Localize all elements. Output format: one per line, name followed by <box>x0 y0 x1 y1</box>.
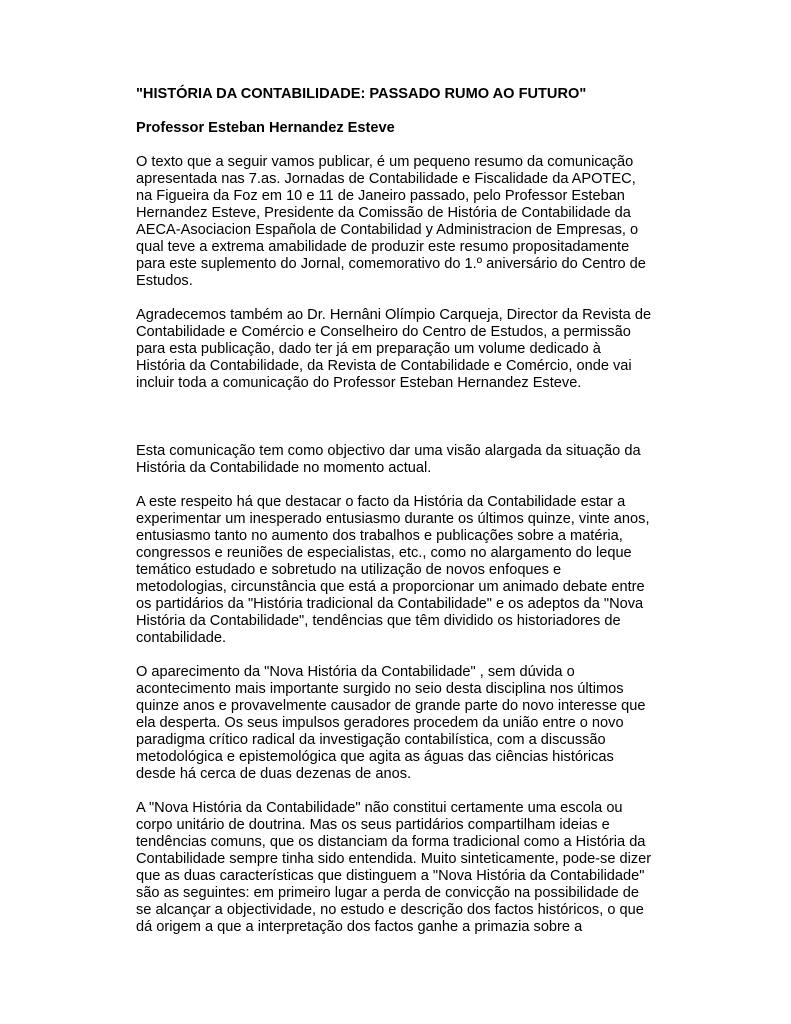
document-author: Professor Esteban Hernandez Esteve <box>136 120 395 136</box>
paragraph-objective <box>136 443 666 477</box>
text-line: apresentada nas 7.as. Jornadas de Contabilidade e Fiscalidade da APOTEC, <box>136 171 636 187</box>
text-line: A este respeito há que destacar o facto da História da Contabilidade estar a <box>136 494 626 510</box>
text-line: são as seguintes: em primeiro lugar a perda de convicção na possibilidade de <box>136 885 639 901</box>
text-line: contabilidade. <box>136 630 227 646</box>
text-line: metodologias, circunstância que está a proporcionar um animado debate entre <box>136 579 645 595</box>
text-line: História da Contabilidade", tendências que têm dividido os historiadores de <box>136 613 621 629</box>
text-line: quinze anos e provavelmente causador de grande parte do novo interesse que <box>136 698 646 714</box>
text-line: O aparecimento da "Nova História da Contabilidade" , sem dúvida o <box>136 664 575 680</box>
text-line: Estudos. <box>136 273 193 289</box>
text-line: desde há cerca de duas dezenas de anos. <box>136 766 412 782</box>
paragraph-acknowledgement <box>136 307 666 392</box>
text-line: dá origem a que a interpretação dos factos ganhe a primazia sobre a <box>136 919 583 935</box>
text-line: Hernandez Esteve, Presidente da Comissão de História de Contabilidade da <box>136 205 631 221</box>
paragraph-new-history <box>136 664 666 783</box>
text-line: qual teve a extrema amabilidade de produzir este resumo propositadamente <box>136 239 630 255</box>
text-line: paradigma crítico radical da investigação contabilística, com a discussão <box>136 732 606 748</box>
text-line: acontecimento mais importante surgido no seio desta disciplina nos últimos <box>136 681 624 697</box>
text-line: para esta publicação, dado ter já em preparação um volume dedicado à <box>136 341 601 357</box>
paragraph-characteristics <box>136 800 666 936</box>
document-title: "HISTÓRIA DA CONTABILIDADE: PASSADO RUMO AO FUTURO" <box>136 86 587 102</box>
text-line: na Figueira da Foz em 10 e 11 de Janeiro passado, pelo Professor Esteban <box>136 188 625 204</box>
text-line: Contabilidade sempre tinha sido entendida. Muito sinteticamente, pode-se dizer <box>136 851 652 867</box>
text-line: entusiasmo tanto no aumento dos trabalhos e publicações sobre a matéria, <box>136 528 623 544</box>
text-line: experimentar um inesperado entusiasmo durante os últimos quinze, vinte anos, <box>136 511 650 527</box>
text-line: Agradecemos também ao Dr. Hernâni Olímpio Carqueja, Director da Revista de <box>136 307 652 323</box>
paragraph-context <box>136 494 666 647</box>
text-line: Contabilidade e Comércio e Conselheiro do Centro de Estudos, a permissão <box>136 324 631 340</box>
text-line: se alcançar a objectividade, no estudo e descrição dos factos históricos, o que <box>136 902 644 918</box>
text-line: temático estudado e sobretudo na utilização de novos enfoques e <box>136 562 562 578</box>
text-line: ela desperta. Os seus impulsos geradores procedem da união entre o novo <box>136 715 624 731</box>
text-line: que as duas características que distinguem a "Nova História da Contabilidade" <box>136 868 645 884</box>
text-line: O texto que a seguir vamos publicar, é um pequeno resumo da comunicação <box>136 154 634 170</box>
text-line: A "Nova História da Contabilidade" não constitui certamente uma escola ou <box>136 800 623 816</box>
text-line: congressos e reuniões de especialistas, etc., como no alargamento do leque <box>136 545 632 561</box>
text-line: AECA-Asociacion Española de Contabilidad y Administracion de Empresas, o <box>136 222 639 238</box>
text-line: tendências comuns, que os distanciam da forma tradicional como a História da <box>136 834 646 850</box>
text-line: História da Contabilidade, da Revista de Contabilidade e Comércio, onde vai <box>136 358 632 374</box>
paragraph-intro <box>136 154 666 290</box>
text-line: corpo unitário de doutrina. Mas os seus partidários compartilham ideias e <box>136 817 610 833</box>
text-line: História da Contabilidade no momento actual. <box>136 460 432 476</box>
text-line: para este suplemento do Jornal, comemorativo do 1.º aniversário do Centro de <box>136 256 646 272</box>
document-page <box>136 86 666 953</box>
text-line: metodológica e epistemológica que agita as águas das ciências históricas <box>136 749 614 765</box>
text-line: incluir toda a comunicação do Professor Esteban Hernandez Esteve. <box>136 375 582 391</box>
text-line: Esta comunicação tem como objectivo dar uma visão alargada da situação da <box>136 443 641 459</box>
text-line: os partidários da "História tradicional da Contabilidade" e os adeptos da "Nova <box>136 596 644 612</box>
